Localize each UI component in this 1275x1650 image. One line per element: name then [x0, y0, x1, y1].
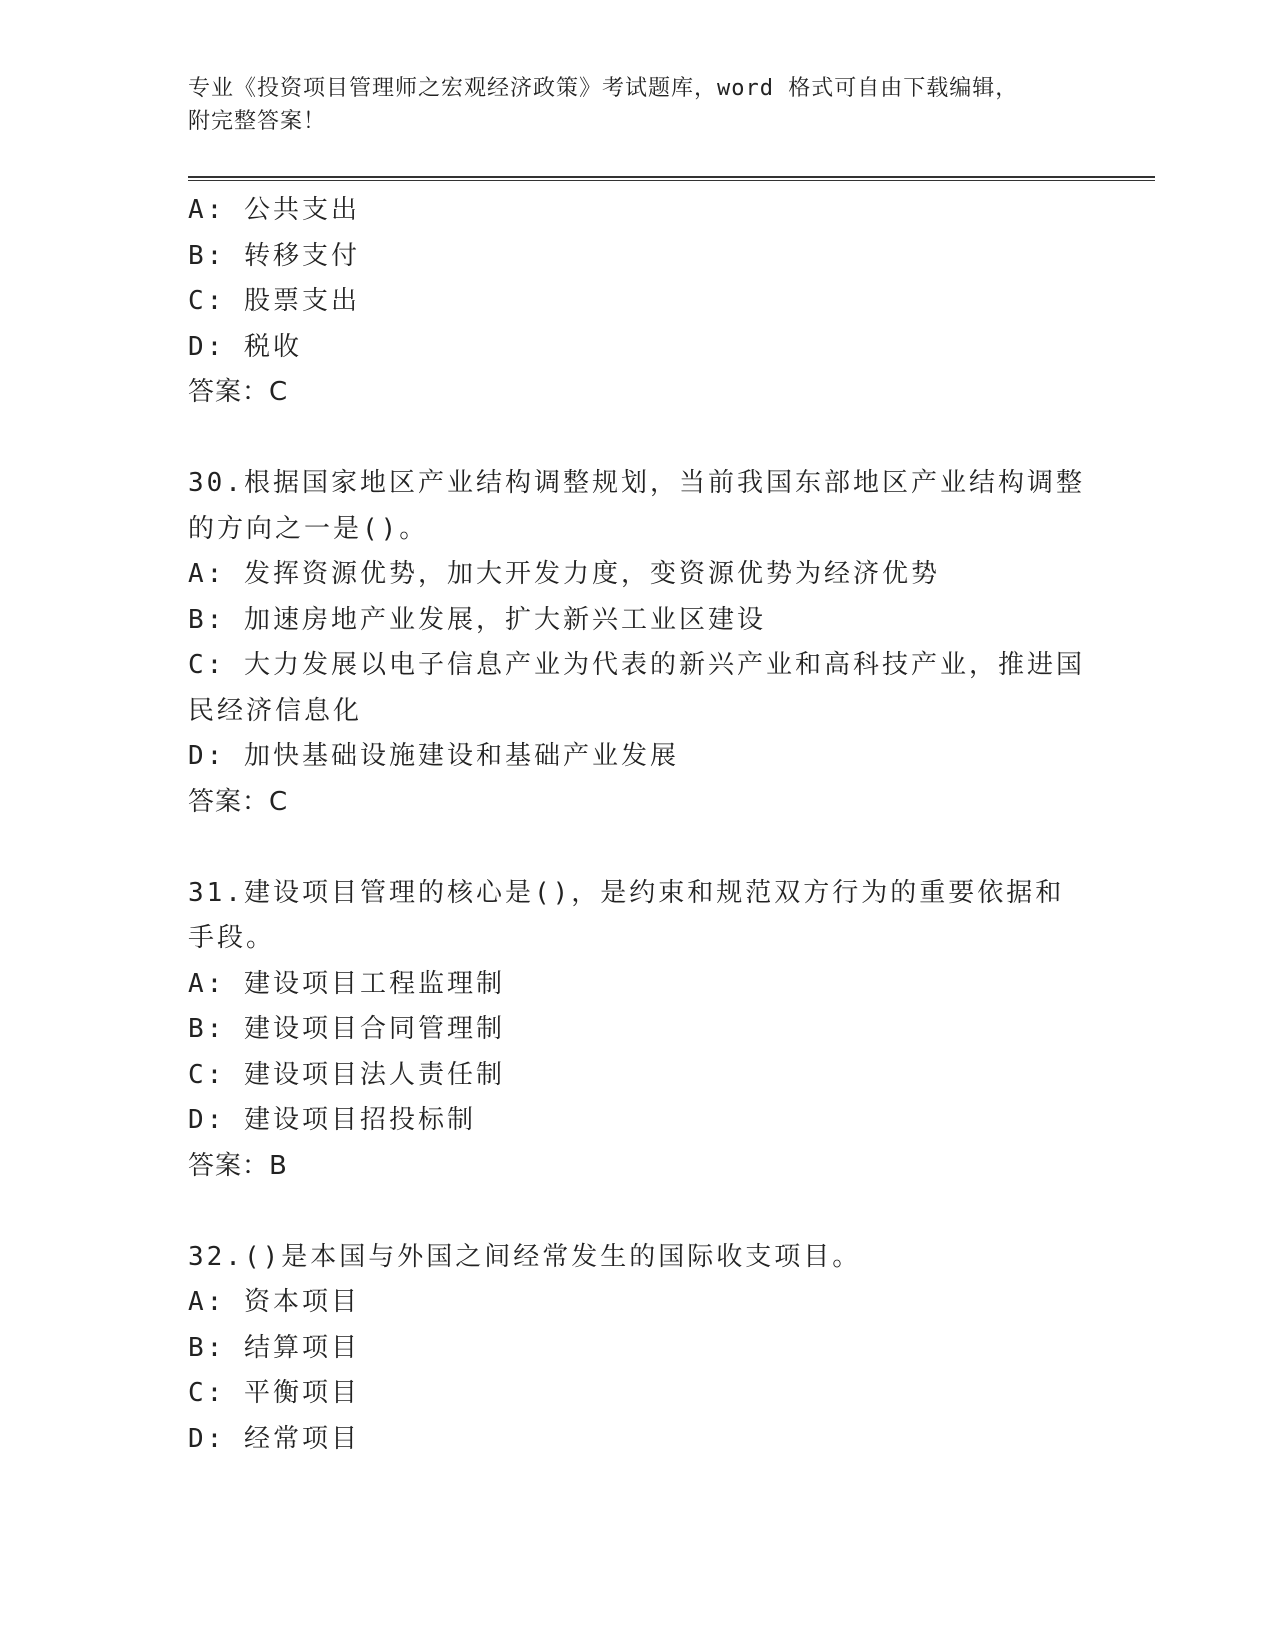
- option-b: B: 结算项目: [188, 1332, 360, 1363]
- option-a: A: 资本项目: [188, 1287, 360, 1317]
- question-list: [188, 188, 1088, 1462]
- document-header: [188, 72, 1088, 138]
- option-c: C: 股票支出: [188, 286, 360, 316]
- header-line-1: 专业《投资项目管理师之宏观经济政策》考试题库，word 格式可自由下载编辑，: [188, 76, 1019, 101]
- header-divider: [188, 176, 1155, 181]
- option-a: A: 建设项目工程监理制: [188, 968, 505, 999]
- option-b: B: 加速房地产业发展，扩大新兴工业区建设: [188, 604, 766, 635]
- answer-line: 答案：B: [188, 1150, 288, 1181]
- spacer: [188, 416, 1088, 462]
- option-c: C: 大力发展以电子信息产业为代表的新兴产业和高科技产业，推进国民经济信息化: [188, 650, 1085, 726]
- option-b: B: 建设项目合同管理制: [188, 1014, 505, 1044]
- header-line-2: 附完整答案！: [188, 109, 327, 134]
- question-30: [188, 461, 1088, 825]
- spacer: [188, 825, 1088, 871]
- answer-line: 答案：C: [188, 786, 289, 817]
- option-c: C: 建设项目法人责任制: [188, 1059, 505, 1090]
- option-a: A: 发挥资源优势，加大开发力度，变资源优势为经济优势: [188, 559, 940, 589]
- spacer: [188, 1189, 1088, 1235]
- option-d: D: 经常项目: [188, 1423, 360, 1454]
- option-c: C: 平衡项目: [188, 1378, 360, 1408]
- question-32: [188, 1235, 1088, 1463]
- question-31: [188, 871, 1088, 1190]
- question-29-tail: [188, 188, 1088, 416]
- question-stem: 31.建设项目管理的核心是()，是约束和规范双方行为的重要依据和手段。: [188, 877, 1065, 953]
- question-stem: 30.根据国家地区产业结构调整规划，当前我国东部地区产业结构调整的方向之一是()。: [188, 468, 1085, 544]
- option-d: D: 加快基础设施建设和基础产业发展: [188, 741, 679, 771]
- option-d: D: 建设项目招投标制: [188, 1105, 476, 1135]
- answer-line: 答案：C: [188, 377, 289, 407]
- option-b: B: 转移支付: [188, 240, 360, 271]
- option-d: D: 税收: [188, 331, 302, 362]
- option-a: A: 公共支出: [188, 195, 360, 225]
- question-stem: 32.()是本国与外国之间经常发生的国际收支项目。: [188, 1241, 862, 1272]
